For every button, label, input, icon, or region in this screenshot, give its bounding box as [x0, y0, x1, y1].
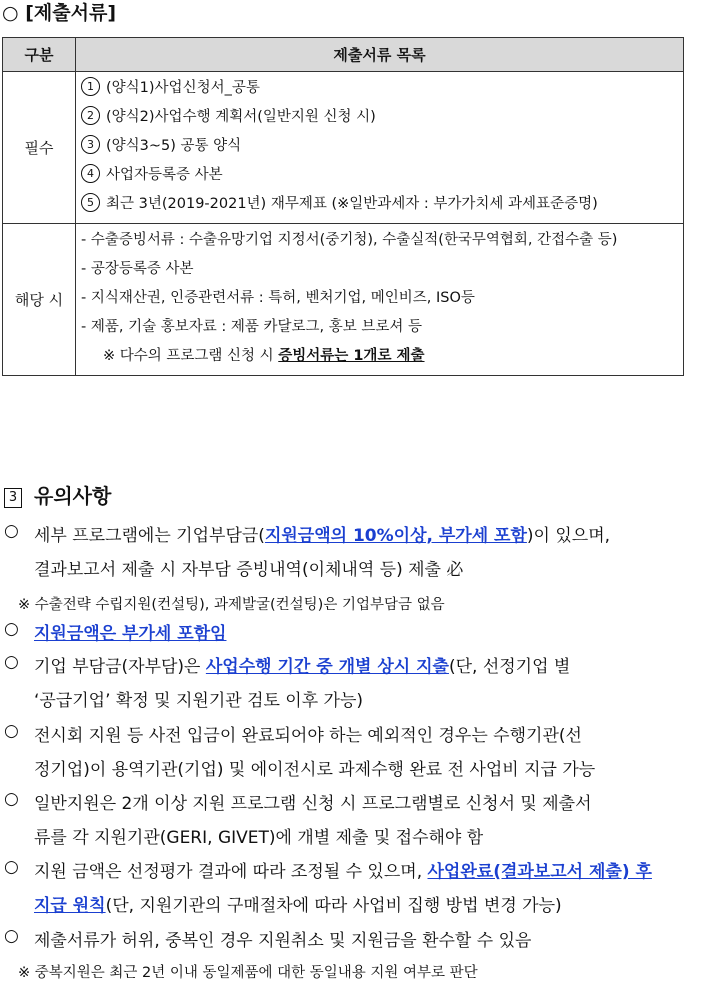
bullet-circle: ○ [4, 521, 19, 541]
text: 세부 프로그램에는 기업부담금( [34, 526, 265, 546]
paragraph-4-line-2: 정기업)이 용역기관(기업) 및 에이전시로 과제수행 완료 전 사업비 지급 가능 [34, 760, 596, 780]
paragraph-1-line-2: 결과보고서 제출 시 자부담 증빙내역(이체내역 등) 제출 必 [34, 560, 464, 580]
text: )이 있으며, [526, 526, 611, 546]
circled-number: 4 [81, 164, 100, 183]
table-note [81, 342, 683, 371]
highlight-text: 사업수행 기간 중 개별 상시 지출 [205, 657, 449, 677]
list-item: - 지식재산권, 인증관련서류 : 특허, 벤처기업, 메인비즈, ISO등 [81, 290, 475, 306]
conditional-items [76, 224, 684, 376]
item-text: 최근 3년(2019-2021년) 재무제표 (※일반과세자 : 부가가치세 과세표준증명) [106, 196, 598, 212]
documents-table [2, 37, 684, 376]
section-title-precautions [4, 480, 111, 510]
list-item [81, 132, 683, 161]
note-emphasis: 증빙서류는 1개로 제출 [278, 348, 425, 364]
item-text: (양식2)사업수행 계획서(일반지원 신청 시) [106, 109, 376, 125]
header-category: 구분 [3, 38, 76, 72]
list-item: - 수출증빙서류 : 수출유망기업 지정서(중기청), 수출실적(한국무역협회, 간접수출 등) [81, 232, 618, 248]
table-row-required [3, 72, 684, 224]
section-title-text: 유의사항 [34, 484, 112, 508]
circled-number: 5 [81, 193, 100, 212]
paragraph-7: 제출서류가 허위, 중복인 경우 지원취소 및 지원금을 환수할 수 있음 [34, 931, 532, 951]
header-document-list: 제출서류 목록 [76, 38, 684, 72]
list-item [81, 74, 683, 103]
circled-number: 2 [81, 106, 100, 125]
category-conditional: 해당 시 [3, 224, 76, 376]
paragraph-6 [34, 857, 652, 882]
table-header-row [3, 38, 684, 72]
note-duplicate-support: ※ 중복지원은 최근 2년 이내 동일제품에 대한 동일내용 지원 여부로 판단 [18, 965, 478, 981]
note-prefix: ※ 다수의 프로그램 신청 시 [103, 348, 279, 364]
paragraph-6-line-2 [34, 891, 562, 916]
section-title-text: [제출서류] [25, 2, 117, 24]
list-item [81, 161, 683, 190]
highlight-text: 지원금액의 10%이상, 부가세 포함 [264, 526, 527, 546]
text: 지원 금액은 선정평가 결과에 따라 조정될 수 있으며, [34, 862, 428, 882]
circled-number: 1 [81, 77, 100, 96]
text: (단, 선정기업 별 [448, 657, 571, 677]
bullet-circle: ○ [2, 2, 19, 24]
list-item: - 공장등록증 사본 [81, 261, 194, 277]
highlight-text: 지급 원칙 [34, 896, 106, 916]
item-text: 사업자등록증 사본 [106, 167, 223, 183]
bullet-circle: ○ [4, 721, 19, 741]
highlight-text: 사업완료(결과보고서 제출) 후 [427, 862, 652, 882]
circled-number: 3 [81, 135, 100, 154]
list-item [81, 190, 683, 219]
list-item: - 제품, 기술 홍보자료 : 제품 카달로그, 홍보 브로셔 등 [81, 319, 422, 335]
paragraph-1 [34, 521, 610, 546]
paragraph-2 [34, 619, 226, 644]
bullet-circle: ○ [4, 789, 19, 809]
section-number-box: 3 [4, 488, 22, 508]
bullet-circle: ○ [4, 857, 19, 877]
required-items [76, 72, 684, 224]
list-item [81, 103, 683, 132]
category-required: 필수 [3, 72, 76, 224]
text: (단, 지원기관의 구매절차에 따라 사업비 집행 방법 변경 가능) [105, 896, 562, 916]
note-consulting: ※ 수출전략 수립지원(컨설팅), 과제발굴(컨설팅)은 기업부담금 없음 [18, 597, 445, 613]
item-text: (양식3~5) 공통 양식 [106, 138, 242, 154]
item-text: (양식1)사업신청서_공통 [106, 80, 260, 96]
paragraph-5-line-2: 류를 각 지원기관(GERI, GIVET)에 개별 제출 및 접수해야 함 [34, 828, 484, 848]
table-row-conditional [3, 224, 684, 376]
section-title-documents [2, 0, 116, 25]
bullet-circle: ○ [4, 619, 19, 639]
paragraph-3 [34, 652, 570, 677]
paragraph-4: 전시회 지원 등 사전 입금이 완료되어야 하는 예외적인 경우는 수행기관(선 [34, 726, 582, 746]
paragraph-3-line-2: ‘공급기업’ 확정 및 지원기관 검토 이후 가능) [34, 691, 364, 711]
paragraph-5: 일반지원은 2개 이상 지원 프로그램 신청 시 프로그램별로 신청서 및 제출서 [34, 794, 592, 814]
text: 기업 부담금(자부담)은 [34, 657, 206, 677]
bullet-circle: ○ [4, 926, 19, 946]
bullet-circle: ○ [4, 652, 19, 672]
highlight-text: 지원금액은 부가세 포함임 [34, 624, 227, 644]
